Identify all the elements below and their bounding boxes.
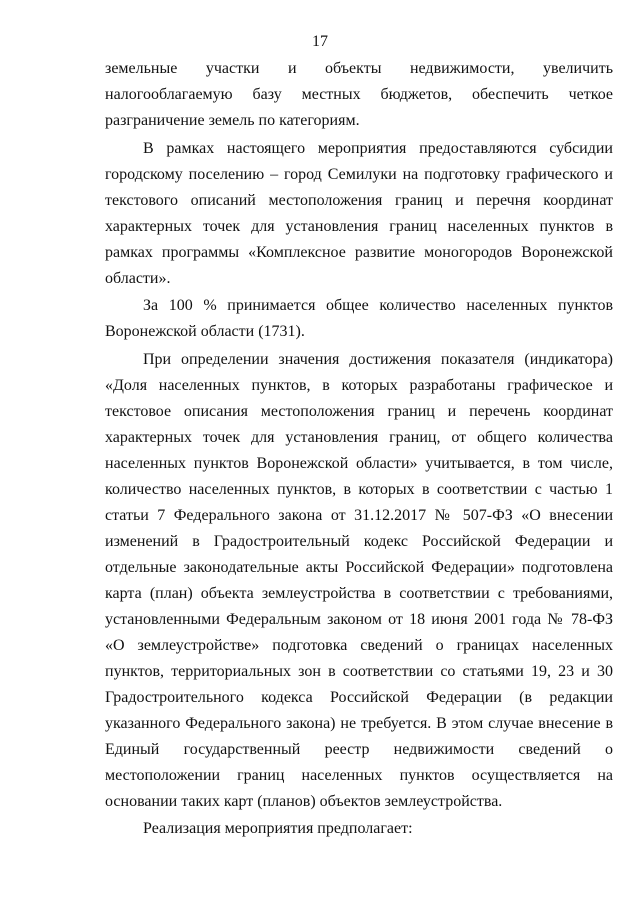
paragraph-indicator-calculation: При определении значения достижения показателя (индикатора) «Доля населенных пунктов, в которых разработаны графическое и текстовое описания местоположения границ и перечень координат характерных точек для установления границ, от общего количества населенных пунктов Воронежской области» учитывается, в том числе, количество населенных пунктов, в которых в соответствии с частью 1 статьи 7 Федерального закона от 31.12.2017 № 507-ФЗ «О внесении изменений в Градостроительный кодекс Российской Федерации и отдельные законодательные акты Российской Федерации» подготовлена карта (план) объекта землеустройства в соответствии с требованиями, установленными Федеральным законом от 18 июня 2001 года № 78-ФЗ «О землеустройстве» подготовка сведений о границах населенных пунктов, территориальных зон в соответствии со статьями 19, 23 и 30 Градостроительного кодекса Российской Федерации (в редакции указанного Федерального закона) не требуется. В этом случае внесение в Единый государственный реестр недвижимости сведений о местоположении границ населенных пунктов осуществляется на основании таких карт (планов) объектов землеустройства. — [105, 350, 613, 810]
paragraph-total-settlements: За 100 % принимается общее количество населенных пунктов Воронежской области (1731). — [105, 297, 613, 340]
paragraph-land-plots-continuation: земельные участки и объекты недвижимости, увеличить налогооблагаемую базу местных бюджетов, обеспечить четкое разграничение земель по категориям. — [105, 60, 613, 129]
document-body — [105, 56, 613, 844]
paragraph-subsidies-semiluki: В рамках настоящего мероприятия предоставляются субсидии городскому поселению – город Семилуки на подготовку графического и текстового описаний местоположения границ и перечня координат характерных точек для установления границ населенных пунктов в рамках программы «Комплексное развитие моногородов Воронежской области». — [105, 139, 613, 287]
paragraph-implementation-intro: Реализация мероприятия предполагает: — [143, 820, 413, 837]
page-number: 17 — [312, 33, 328, 50]
